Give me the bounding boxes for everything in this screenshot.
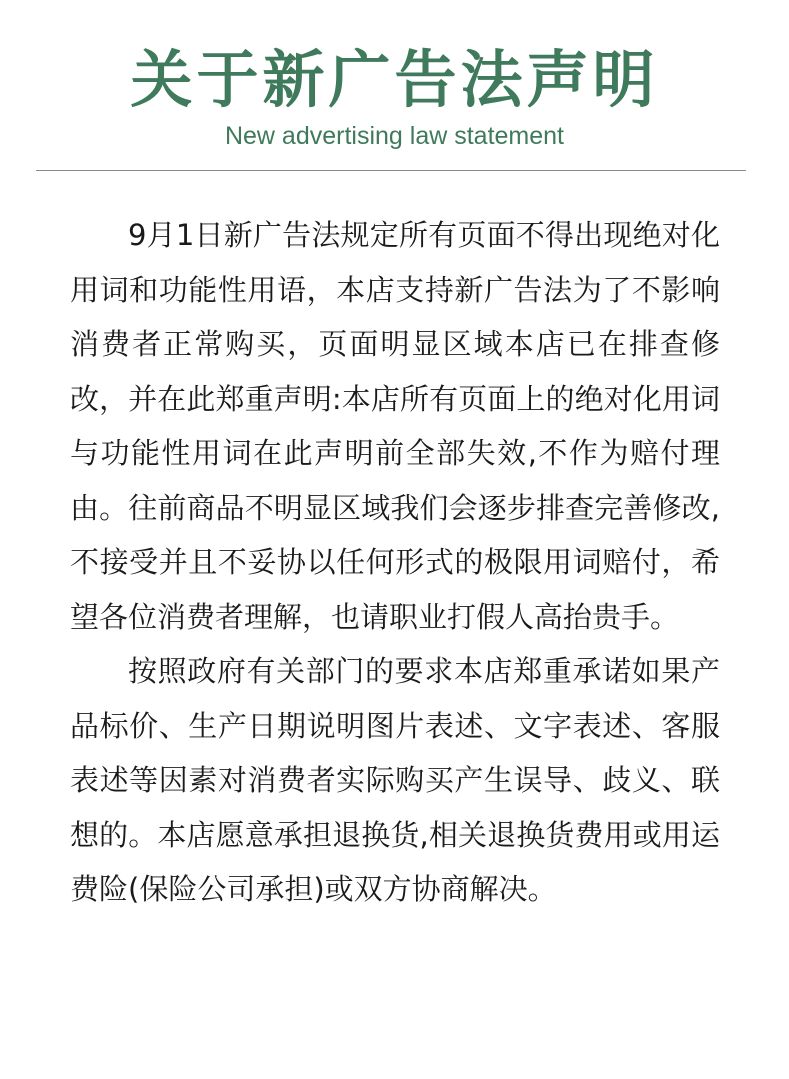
statement-paragraph-2: 按照政府有关部门的要求本店郑重承诺如果产品标价、生产日期说明图片表述、文字表述、客服表述等因素对消费者实际购买产生误导、歧义、联想的。本店愿意承担退换货,相关退换货费用或用运费险(保险公司承担)或双方协商解决。: [70, 654, 720, 906]
page-subtitle: New advertising law statement: [224, 122, 565, 150]
statement-paragraph-1: 9月1日新广告法规定所有页面不得出现绝对化用词和功能性用语，本店支持新广告法为了不影响消费者正常购买，页面明显区域本店已在排查修改，并在此郑重声明:本店所有页面上的绝对化用词与功能性用词在此声明前全部失效,不作为赔付理由。往前商品不明显区域我们会逐步排查完善修改,不接受并且不妥协以任何形式的极限用词赔付，希望各位消费者理解，也请职业打假人高抬贵手。: [70, 218, 720, 634]
page-title: 关于新广告法声明: [130, 43, 659, 116]
statement-body: [70, 208, 720, 917]
header-divider: [36, 170, 746, 171]
